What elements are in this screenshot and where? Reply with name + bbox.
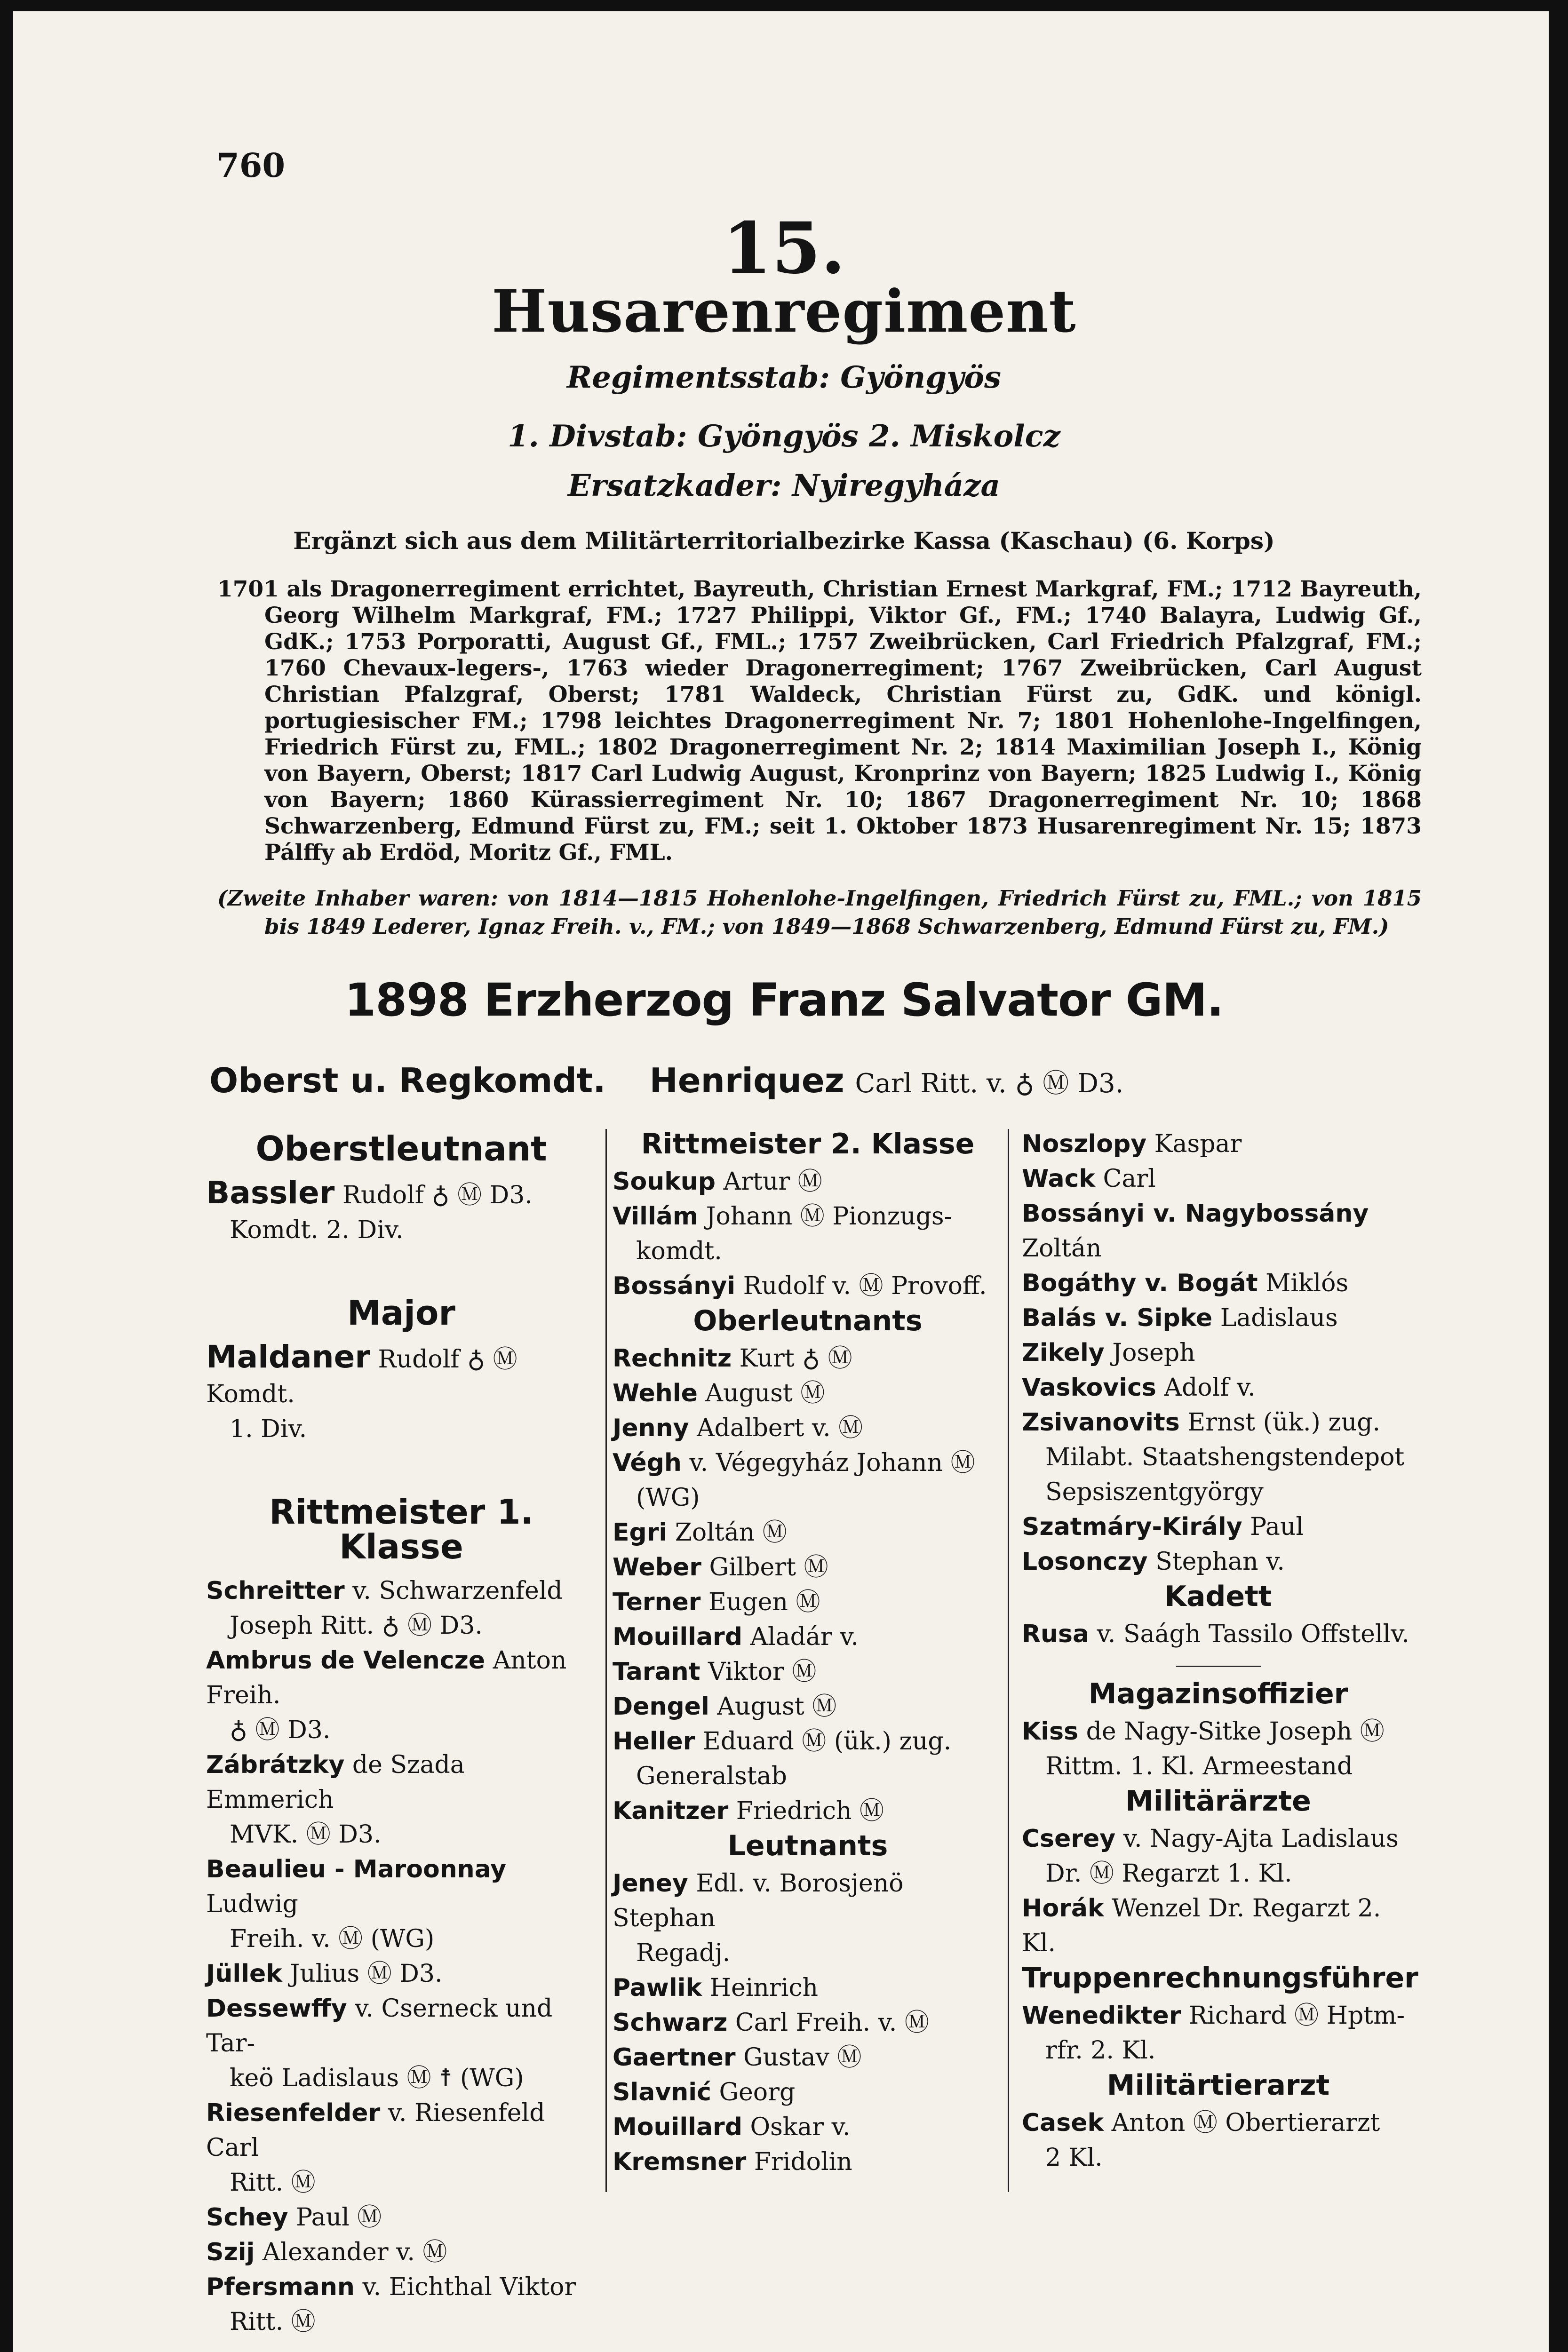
officer-details: de Nagy-Sitke Joseph Ⓜ [1086, 1717, 1385, 1746]
officer-name: Egri [613, 1518, 668, 1547]
officer-details: Anton Freih. [206, 1646, 567, 1709]
officer-name: Losonczy [1022, 1548, 1148, 1576]
officer-entry [1022, 1405, 1415, 1510]
officer-entry [613, 2005, 1003, 2040]
officer-details: August Ⓜ [705, 1379, 825, 1407]
officer-entry [206, 1573, 597, 1643]
divider-rule [1176, 1666, 1261, 1667]
officer-details: Aladár v. [750, 1623, 859, 1651]
officer-details-cont: Regadj. [636, 1939, 731, 1967]
regiment-owner: 1898 Erzherzog Franz Salvator GM. [344, 974, 1224, 1026]
officer-entry [206, 1748, 597, 1852]
officer-details: Fridolin [754, 2148, 852, 2176]
officer-name: Zsivanovits [1022, 1408, 1180, 1437]
officer-details: v. Saágh Tassilo Offstellv. [1097, 1620, 1409, 1648]
officer-entry [613, 1971, 1003, 2005]
officer-details: Ludwig [206, 1890, 298, 1918]
column-3 [1022, 1127, 1418, 2175]
officer-name: Schey [206, 2203, 288, 2232]
officer-details: Ernst (ük.) zug. [1187, 1408, 1381, 1437]
officer-details-cont: Komdt. 2. Div. [230, 1216, 404, 1244]
officer-entry [1022, 2106, 1415, 2175]
officer-entry [206, 1176, 597, 1248]
list-militaeraerzte [1022, 1821, 1415, 1961]
officer-entry [206, 1643, 597, 1748]
officer-name: Gaertner [613, 2043, 736, 2072]
section-oberleutnants: Oberleutnants [693, 1304, 923, 1337]
page-number: 760 [216, 146, 286, 185]
officer-entry [1022, 1544, 1415, 1579]
list-rittmeister-1 [206, 1573, 597, 2339]
section-leutnants: Leutnants [727, 1829, 888, 1862]
officer-name: Végh [613, 1449, 682, 1477]
officer-entry [206, 1991, 597, 2096]
officer-name: Wehle [613, 1379, 698, 1407]
divisionsstab: 1. Divstab: Gyöngyös 2. Miskolcz [508, 419, 1060, 454]
officer-entry [613, 1794, 1003, 1828]
officer-entry [206, 1852, 597, 1956]
officer-entry [613, 1654, 1003, 1689]
officer-name: Dengel [613, 1692, 709, 1721]
second-owners-text: (Zweite Inhaber waren: von 1814—1815 Hohenlohe-Ingelfingen, Friedrich Fürst zu, FML.; von 1815 bis 1849 Lederer, Ignaz Freih. v., FM.; von 1849—1868 Schwarzenberg, Edmund Fürst zu, FM.) [217, 886, 1422, 939]
section-kadett: Kadett [1164, 1580, 1272, 1613]
list-leutnants [613, 1866, 1003, 2179]
officer-details: Georg [719, 2078, 796, 2106]
officer-entry [206, 2096, 597, 2200]
officer-entry [206, 1340, 597, 1446]
officer-entry [1022, 1196, 1415, 1266]
commander-rank: Oberst u. Regkomdt. [209, 1061, 606, 1100]
regiment-title: Husarenregiment [492, 278, 1076, 346]
officer-details: August Ⓜ [717, 1692, 837, 1721]
officer-entry [1022, 1714, 1415, 1784]
officer-entry [613, 1550, 1003, 1585]
officer-name: Kiss [1022, 1717, 1079, 1746]
section-militaertierarzt: Militärtierarzt [1106, 2069, 1330, 2102]
officer-details: v. Cserneck und Tar- [206, 1994, 553, 2058]
officer-details: Alexander v. Ⓜ [262, 2238, 447, 2266]
officer-details: Adalbert v. Ⓜ [697, 1414, 863, 1442]
officer-entry [613, 1620, 1003, 1654]
officer-details: Johann Ⓜ Pionzugs- [706, 1202, 953, 1231]
officer-entry [1022, 1370, 1415, 1405]
officer-name: Dessewffy [206, 1994, 347, 2023]
officer-entry [613, 1724, 1003, 1794]
officer-entry [613, 1164, 1003, 1199]
officer-name: Riesenfelder [206, 2099, 381, 2127]
officer-entry [1022, 1891, 1415, 1961]
officer-details: Kurt ♁ Ⓜ [739, 1344, 852, 1373]
regiment-commander [209, 1061, 1123, 1100]
officer-entry [206, 2270, 597, 2339]
officer-name: Horák [1022, 1894, 1104, 1923]
section-major: Major [347, 1293, 455, 1333]
officer-details: Joseph [1112, 1339, 1195, 1367]
officer-details-cont: rfr. 2. Kl. [1045, 2036, 1156, 2065]
recruitment-district: Ergänzt sich aus dem Militärterritorialbezirke Kassa (Kaschau) (6. Korps) [293, 527, 1275, 555]
officer-name: Balás v. Sipke [1022, 1304, 1213, 1332]
officer-name: Wack [1022, 1165, 1095, 1193]
officer-details: Julius Ⓜ D3. [290, 1960, 443, 1988]
regiment-number: 15. [723, 207, 845, 290]
officer-name: Rusa [1022, 1620, 1090, 1648]
officer-entry [613, 1866, 1003, 1971]
section-magazinsoffizier: Magazinsoffizier [1088, 1677, 1348, 1710]
officer-name: Beaulieu - Maroonnay [206, 1855, 507, 1883]
officer-entry [613, 1376, 1003, 1411]
officer-details: Adolf v. [1164, 1374, 1256, 1402]
officer-name: Soukup [613, 1168, 716, 1196]
officer-entry [1022, 1998, 1415, 2068]
officer-details-cont: komdt. [636, 1237, 722, 1265]
officer-details: Rudolf ♁ Ⓜ D3. [342, 1181, 533, 1209]
officer-entry [613, 2110, 1003, 2145]
officer-entry [613, 1341, 1003, 1376]
officer-details: Friedrich Ⓜ [736, 1797, 884, 1825]
officer-name: Noszlopy [1022, 1130, 1147, 1158]
officer-details-cont: keö Ladislaus Ⓜ ☨ (WG) [230, 2064, 524, 2092]
list-leutnants-cont [1022, 1127, 1415, 1579]
officer-name: Ambrus de Velencze [206, 1646, 486, 1675]
officer-entry [613, 2075, 1003, 2110]
list-rittmeister-2 [613, 1164, 1003, 1303]
officer-entry [1022, 1510, 1415, 1544]
officer-name: Schwarz [613, 2009, 728, 2037]
officer-name: Mouillard [613, 1623, 742, 1651]
second-owners [217, 884, 1422, 941]
history-text: 1701 als Dragonerregiment errichtet, Bayreuth, Christian Ernest Markgraf, FM.; 1712 Bayreuth, Georg Wilhelm Markgraf, FM.; 1727 Philippi, Viktor Gf., FM.; 1740 Balayra, Ludwig Gf., GdK.; 1753 Porporatti, August Gf., FML.; 1757 Zweibrücken, Carl Friedrich Pfalzgraf, FM.; 1760 Chevaux-legers-, 1763 wieder Dragonerregiment; 1767 Zweibrücken, Carl August Christian Pfalzgraf, Oberst; 1781 Waldeck, Christian Fürst zu, GdK. und königl. portugiesischer FM.; 1798 leichtes Dragonerregiment Nr. 7; 1801 Hohenlohe-Ingelfingen, Friedrich Fürst zu, FML.; 1802 Dragonerregiment Nr. 2; 1814 Maximilian Joseph I., König von Bayern, Oberst; 1817 Carl Ludwig August, Kronprinz von Bayern; 1825 Ludwig I., König von Bayern; 1860 Kürassierregiment Nr. 10; 1867 Dragonerregiment Nr. 10; 1868 Schwarzenberg, Edmund Fürst zu, FM.; seit 1. Oktober 1873 Husarenregiment Nr. 15; 1873 Pálffy ab Erdöd, Moritz Gf., FML. [217, 576, 1422, 866]
officer-name: Jüllek [206, 1960, 282, 1988]
officer-entry [206, 2200, 597, 2235]
officer-details-cont: 1. Div. [230, 1415, 307, 1443]
section-oberstleutnant: Oberstleutnant [255, 1129, 547, 1168]
officer-entry [613, 1689, 1003, 1724]
officer-details: Rudolf v. Ⓜ Provoff. [743, 1272, 987, 1300]
officer-name: Tarant [613, 1658, 700, 1686]
officer-entry [1022, 1127, 1415, 1161]
officer-details: Carl [1103, 1165, 1156, 1193]
officer-details-cont: 2 Kl. [1045, 2144, 1103, 2172]
officer-name: Bogáthy v. Bogát [1022, 1269, 1258, 1297]
officer-name: Jenny [613, 1414, 689, 1442]
section-rittmeister-1: Rittmeister 1. Klasse [269, 1492, 533, 1566]
officer-entry [1022, 1161, 1415, 1196]
officer-entry [1022, 1617, 1415, 1652]
officer-entry [613, 1585, 1003, 1620]
officer-entry [1022, 1335, 1415, 1370]
officer-name: Kremsner [613, 2148, 747, 2176]
officer-details: de Szada Emmerich [206, 1751, 465, 1814]
ersatzkader: Ersatzkader: Nyiregyháza [568, 468, 1000, 503]
officer-details: v. Riesenfeld Carl [206, 2099, 545, 2162]
officer-name: Bassler [206, 1175, 335, 1211]
officer-name: Zikely [1022, 1339, 1105, 1367]
officer-details: v. Végegyház Johann Ⓜ [689, 1449, 975, 1477]
officer-details-cont: Generalstab [636, 1762, 787, 1790]
list-oberleutnants [613, 1341, 1003, 1828]
officer-name: Pfersmann [206, 2273, 355, 2301]
officer-name: Jeney [613, 1869, 688, 1898]
officer-name: Slavnić [613, 2078, 711, 2106]
officer-details: Zoltán [1022, 1234, 1102, 1263]
officer-details: Zoltán Ⓜ [675, 1518, 787, 1547]
officer-name: Rechnitz [613, 1344, 732, 1373]
officer-entry [613, 1269, 1003, 1303]
officer-details: v. Eichthal Viktor [362, 2273, 576, 2301]
officer-details: Edl. v. Borosjenö Stephan [613, 1869, 904, 1932]
officer-name: Zábrátzky [206, 1751, 345, 1779]
officer-details: Gilbert Ⓜ [709, 1553, 828, 1581]
officer-name: Mouillard [613, 2113, 742, 2141]
officer-name: Casek [1022, 2109, 1104, 2137]
officer-details: Ladislaus [1220, 1304, 1338, 1332]
officer-entry [613, 1199, 1003, 1269]
officer-details: Eugen Ⓜ [708, 1588, 820, 1616]
officer-name: Maldaner [206, 1339, 370, 1375]
officer-details: Miklós [1266, 1269, 1349, 1297]
officer-details: Stephan v. [1155, 1548, 1285, 1576]
officer-details: Heinrich [709, 1974, 818, 2002]
column-2 [613, 1127, 1003, 2179]
section-militaeraerzte: Militärärzte [1125, 1785, 1311, 1818]
officer-name: Vaskovics [1022, 1374, 1156, 1402]
officer-name: Bossányi [613, 1272, 736, 1300]
officer-entry [1022, 1821, 1415, 1891]
officer-name: Cserey [1022, 1825, 1116, 1853]
officer-details: Anton Ⓜ Obertierarzt [1111, 2109, 1380, 2137]
officer-entry [206, 2235, 597, 2270]
officer-details: Rudolf ♁ Ⓜ Komdt. [206, 1345, 517, 1408]
officer-entry [613, 2040, 1003, 2075]
officer-details-cont: MVK. Ⓜ D3. [230, 1820, 382, 1849]
officer-name: Kanitzer [613, 1797, 729, 1825]
officer-name: Szatmáry-Király [1022, 1513, 1242, 1541]
officer-details: Viktor Ⓜ [708, 1658, 817, 1686]
column-divider-1 [605, 1129, 607, 2192]
officer-name: Szij [206, 2238, 255, 2266]
officer-details-cont: Ritt. Ⓜ [230, 2169, 316, 2197]
officer-details: Oskar v. [750, 2113, 851, 2141]
officer-details-cont: Rittm. 1. Kl. Armeestand [1045, 1752, 1353, 1780]
regimentsstab: Regimentsstab: Gyöngyös [567, 360, 1001, 395]
officer-details: Carl Freih. v. Ⓜ [735, 2009, 929, 2037]
officer-entry [1022, 1301, 1415, 1335]
officer-name: Terner [613, 1588, 701, 1616]
officer-details-cont: Milabt. Staatshengstendepot Sepsiszentgyörgy [1045, 1443, 1405, 1506]
officer-details: Eduard Ⓜ (ük.) zug. [702, 1727, 952, 1756]
officer-name: Bossányi v. Nagybossány [1022, 1200, 1369, 1228]
commander-details: Carl Ritt. v. ♁ Ⓜ D3. [855, 1068, 1124, 1099]
officer-name: Heller [613, 1727, 695, 1756]
officer-details-cont: Ritt. Ⓜ [230, 2308, 316, 2336]
officer-entry [613, 2145, 1003, 2179]
officer-details: Richard Ⓜ Hptm- [1189, 2002, 1405, 2030]
officer-entry [1022, 1266, 1415, 1301]
officer-details: v. Nagy-Ajta Ladislaus [1123, 1825, 1399, 1853]
section-rittmeister-2: Rittmeister 2. Klasse [641, 1128, 975, 1160]
column-divider-2 [1008, 1129, 1009, 2192]
officer-name: Schreitter [206, 1577, 345, 1605]
officer-details-cont: (WG) [636, 1484, 700, 1512]
officer-details: Artur Ⓜ [723, 1168, 822, 1196]
officer-details: Paul Ⓜ [296, 2203, 382, 2232]
officer-name: Pawlik [613, 1974, 702, 2002]
officer-entry [613, 1515, 1003, 1550]
officer-name: Wenedikter [1022, 2002, 1181, 2030]
officer-details: Paul [1250, 1513, 1304, 1541]
regiment-history [217, 576, 1422, 866]
officer-details-cont: Dr. Ⓜ Regarzt 1. Kl. [1045, 1859, 1292, 1888]
column-1 [206, 1127, 597, 2339]
section-truppenrechnungsfuehrer: Truppenrechnungsführer [1022, 1962, 1418, 1994]
officer-entry [613, 1411, 1003, 1446]
officer-details: Gustav Ⓜ [743, 2043, 862, 2072]
officer-details: v. Schwarzenfeld [352, 1577, 563, 1605]
officer-entry [206, 1956, 597, 1991]
officer-entry [613, 1446, 1003, 1515]
officer-details-cont: Joseph Ritt. ♁ Ⓜ D3. [230, 1612, 483, 1640]
officer-details-cont: Freih. v. Ⓜ (WG) [230, 1925, 435, 1953]
officer-details-cont: ♁ Ⓜ D3. [230, 1716, 331, 1744]
officer-details: Kaspar [1154, 1130, 1242, 1158]
commander-name: Henriquez [649, 1061, 844, 1100]
officer-name: Weber [613, 1553, 701, 1581]
officer-name: Villám [613, 1202, 699, 1231]
officer-details: Wenzel Dr. Regarzt 2. Kl. [1022, 1894, 1381, 1957]
